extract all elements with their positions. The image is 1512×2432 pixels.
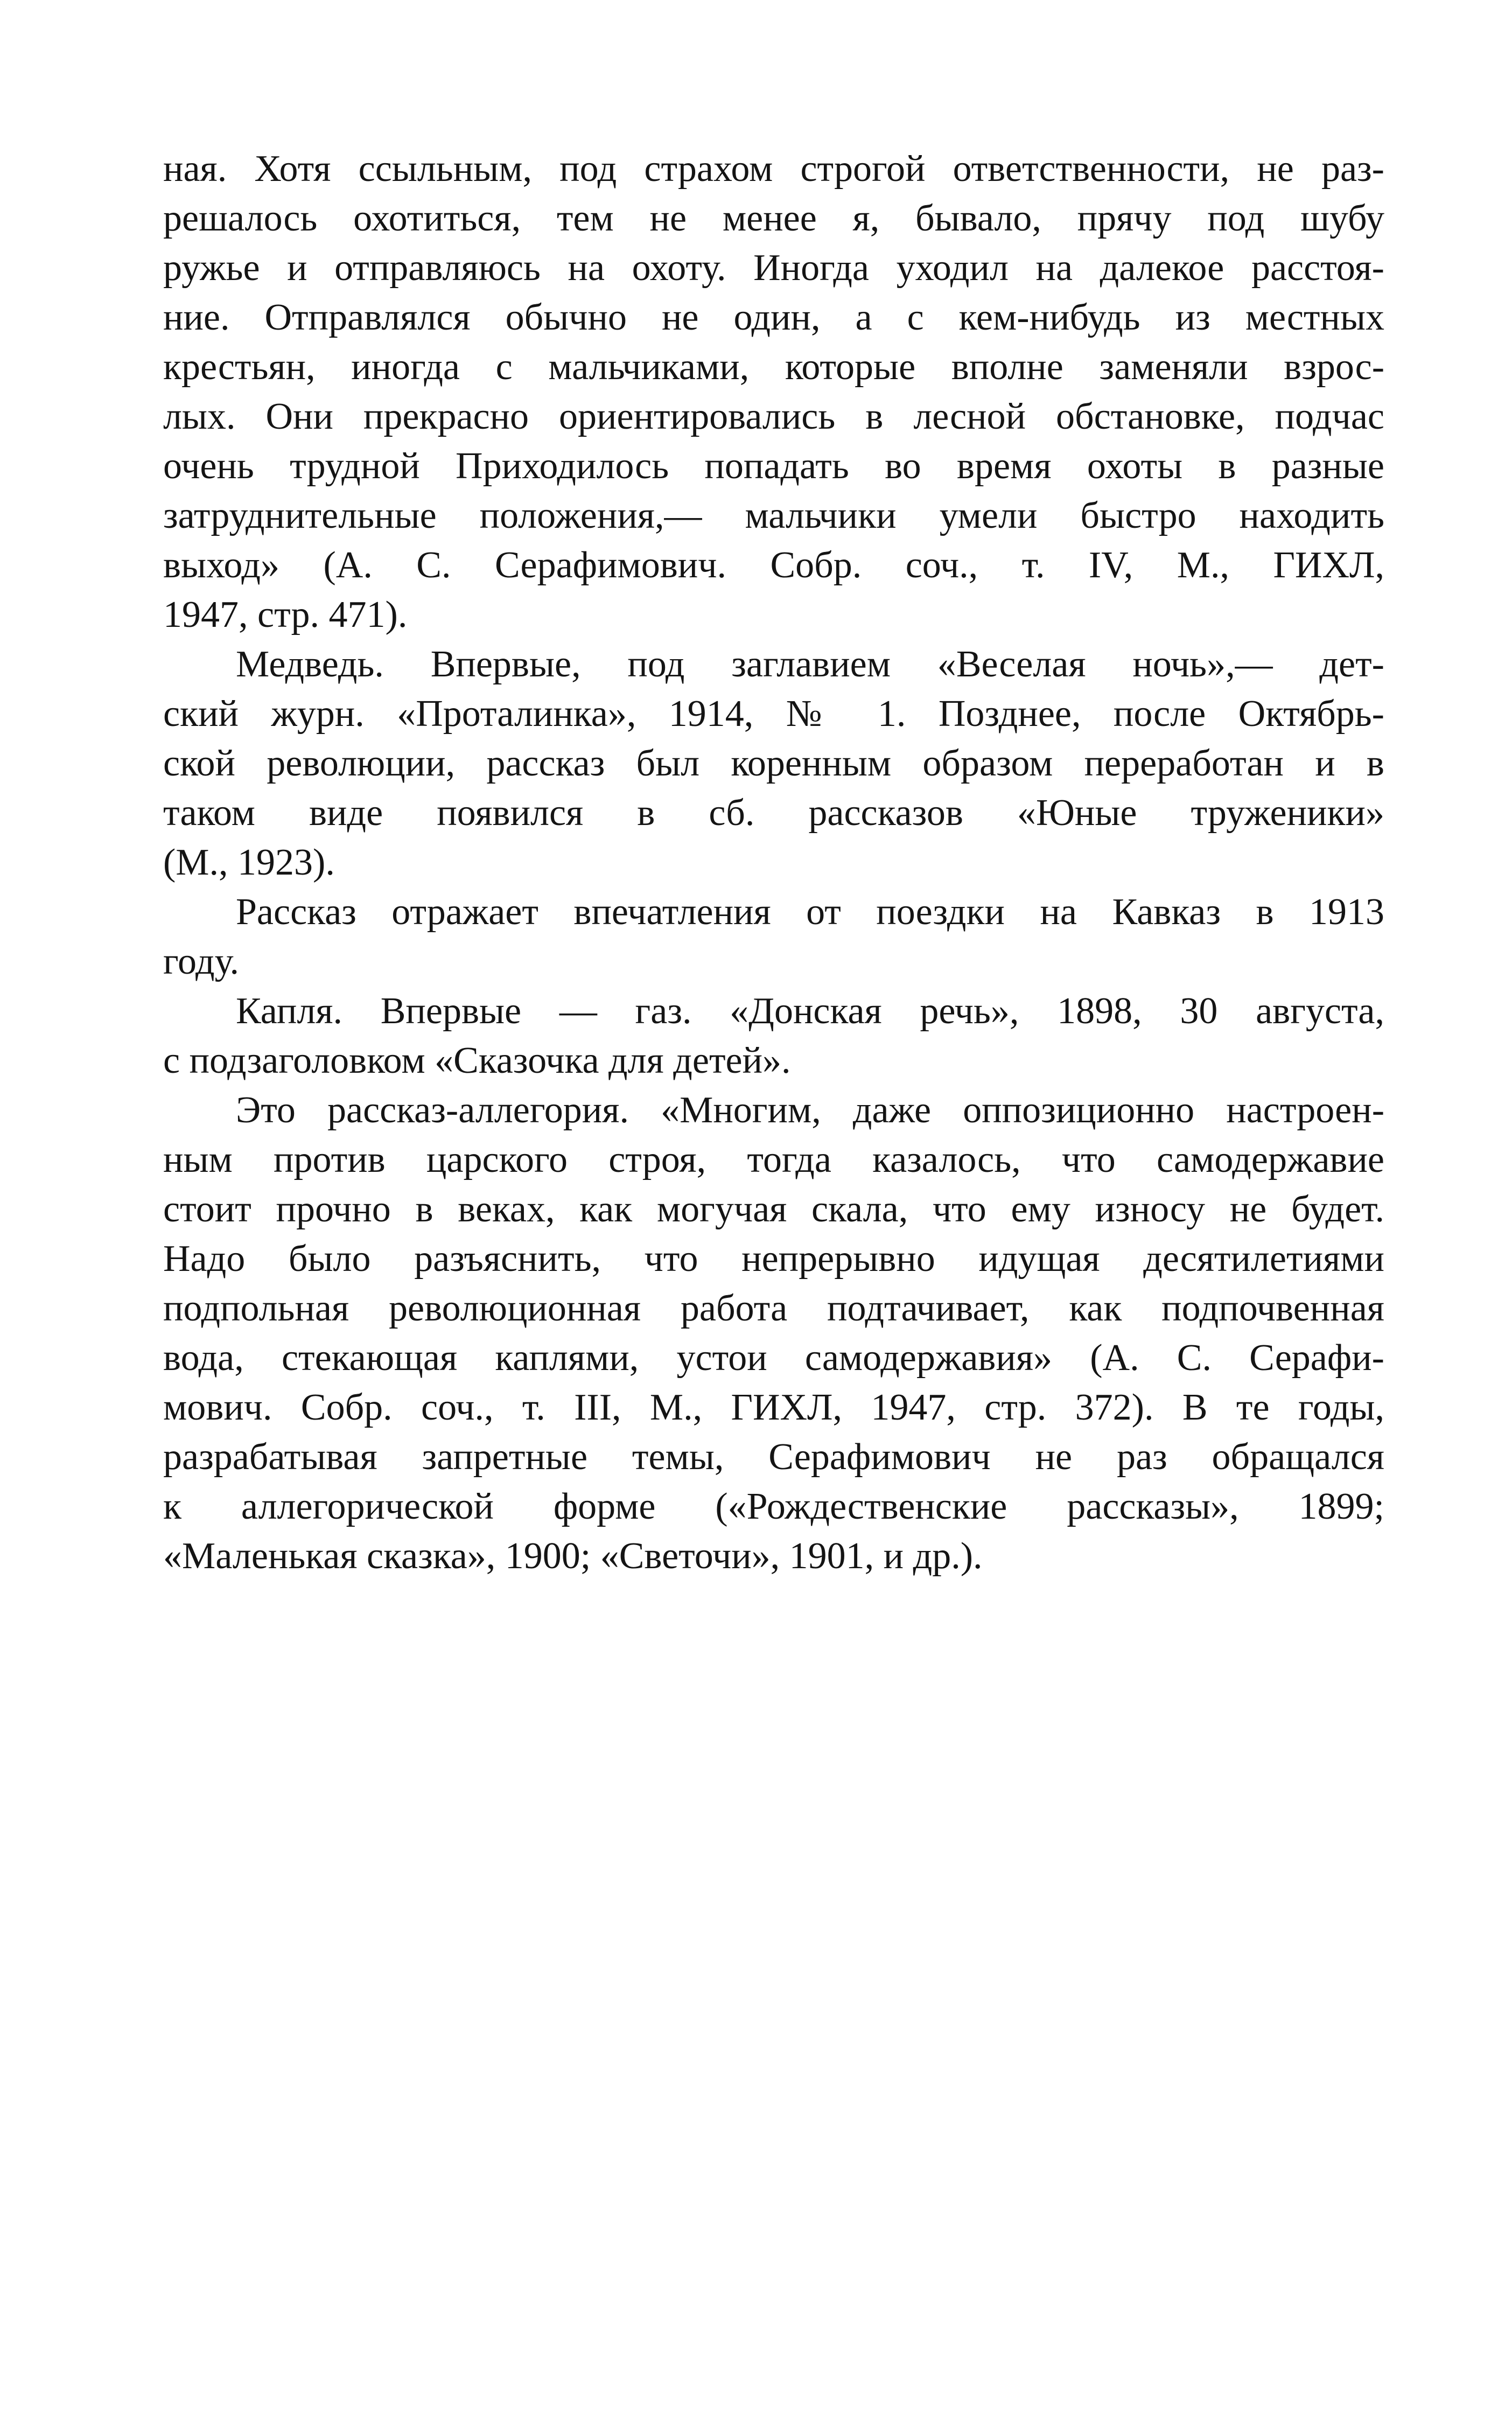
text-line: лых. Они прекрасно ориентировались в лесной обстановке, подчас [163, 396, 1384, 437]
text-line-indented: Это рассказ-аллегория. «Многим, даже оппозиционно настроен- [236, 1089, 1384, 1131]
body-text [163, 144, 1384, 1581]
text-line: Надо было разъяснить, что непрерывно идущая десятилетиями [163, 1238, 1384, 1280]
text-line: крестьян, иногда с мальчиками, которые вполне заменяли взрос- [163, 346, 1384, 388]
text-line: «Маленькая сказка», 1900; «Светочи», 1901, и др.). [163, 1535, 983, 1577]
text-line: с подзаголовком «Сказочка для детей». [163, 1040, 791, 1081]
text-line-indented: Рассказ отражает впечатления от поездки на Кавказ в 1913 [236, 891, 1384, 933]
text-line: решалось охотиться, тем не менее я, бывало, прячу под шубу [163, 198, 1384, 239]
text-line: 1947, стр. 471). [163, 594, 408, 635]
text-line: ружье и отправляюсь на охоту. Иногда уходил на далекое расстоя- [163, 247, 1384, 289]
text-line: таком виде появился в сб. рассказов «Юные труженики» [163, 792, 1384, 834]
text-line: ский журн. «Проталинка», 1914, № 1. Позднее, после Октябрь- [163, 693, 1384, 735]
text-line: разрабатывая запретные темы, Серафимович не раз обращался [163, 1436, 1384, 1478]
text-line: ской революции, рассказ был коренным образом переработан и в [163, 743, 1384, 784]
text-line: затруднительные положения,— мальчики умели быстро находить [163, 495, 1384, 536]
text-line: ным против царского строя, тогда казалось, что самодержавие [163, 1139, 1384, 1180]
text-line: подпольная революционная работа подтачивает, как подпочвенная [163, 1288, 1384, 1329]
text-line: ная. Хотя ссыльным, под страхом строгой ответственности, не раз- [163, 148, 1384, 190]
paragraph-2 [163, 640, 1384, 887]
text-line: к аллегорической форме («Рождественские рассказы», 1899; [163, 1486, 1384, 1527]
paragraph-1 [163, 144, 1384, 640]
text-line: (М., 1923). [163, 842, 335, 883]
paragraph-3 [163, 887, 1384, 987]
text-line: году. [163, 941, 240, 982]
text-line: выход» (А. С. Серафимович. Собр. соч., т. IV, М., ГИХЛ, [163, 544, 1384, 586]
text-line: ние. Отправлялся обычно не один, а с кем-нибудь из местных [163, 297, 1384, 338]
text-line-indented: Медведь. Впервые, под заглавием «Веселая ночь»,— дет- [236, 644, 1384, 685]
text-line-indented: Капля. Впервые — газ. «Донская речь», 1898, 30 августа, [236, 990, 1384, 1032]
paragraph-4 [163, 987, 1384, 1086]
text-line: вода, стекающая каплями, устои самодержавия» (А. С. Серафи- [163, 1337, 1384, 1379]
text-line: мович. Собр. соч., т. III, М., ГИХЛ, 1947, стр. 372). В те годы, [163, 1387, 1384, 1428]
text-line: стоит прочно в веках, как могучая скала, что ему износу не будет. [163, 1189, 1384, 1230]
text-line: очень трудной Приходилось попадать во время охоты в разные [163, 445, 1384, 487]
paragraph-5 [163, 1086, 1384, 1581]
